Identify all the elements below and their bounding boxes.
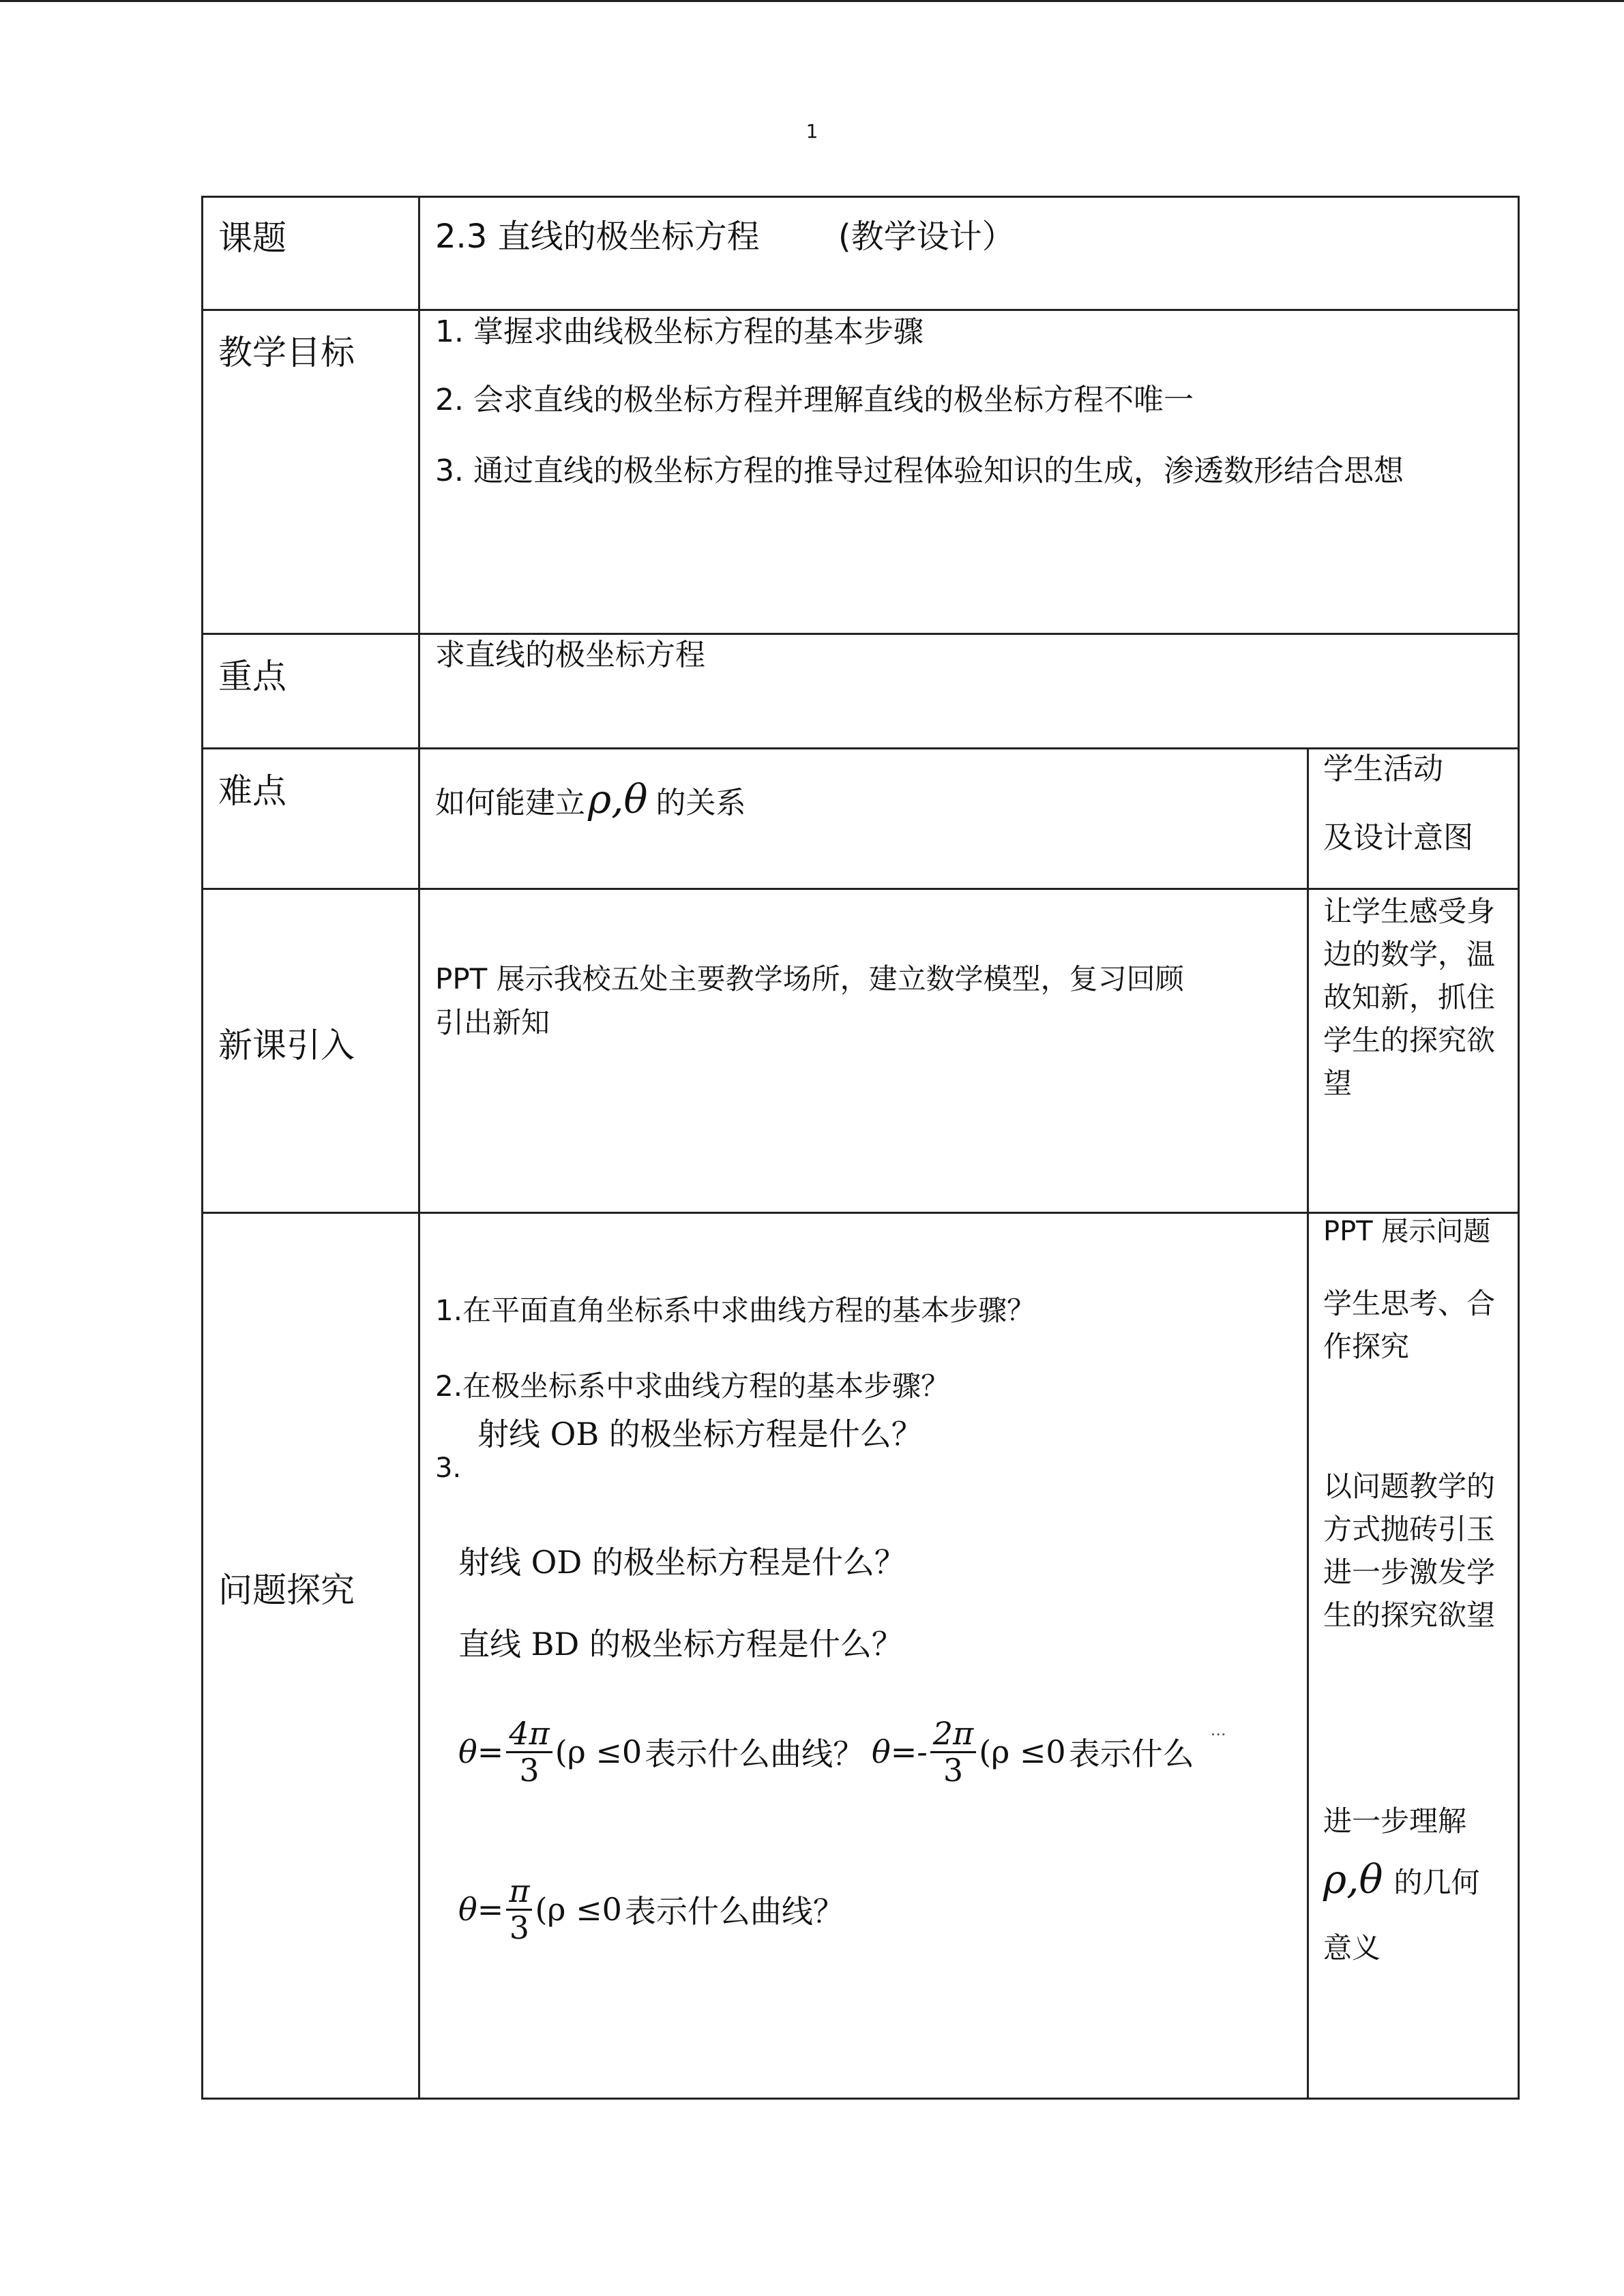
expr2-denominator: 3	[943, 1751, 964, 1789]
inquiry-label: 问题探究	[218, 1570, 355, 1610]
lesson-title	[435, 218, 1015, 257]
question-ray-od: 射线 OD 的极坐标方程是什么？	[458, 1544, 906, 1581]
inquiry-side-4: 进一步理解	[1323, 1804, 1467, 1838]
expr3-tail: 表示什么曲线？	[624, 1893, 844, 1930]
question-2: 2.在极坐标系中求曲线方程的基本步骤？	[435, 1369, 950, 1403]
expression-pi-over-3	[458, 1874, 844, 1945]
expr3-lhs: θ=	[458, 1891, 504, 1928]
difficulty-text-prefix: 如何能建立	[435, 786, 585, 821]
row-divider	[201, 747, 1520, 749]
inquiry-side-3: 以问题教学的方式抛砖引玉进一步激发学生的探究欲望	[1323, 1470, 1496, 1632]
key-point-text: 求直线的极坐标方程	[435, 638, 705, 672]
objective-item-1: 1. 掌握求曲线极坐标方程的基本步骤	[435, 314, 924, 349]
expr1-condition: (ρ ≤0	[555, 1733, 643, 1771]
table-divider-side	[1307, 747, 1309, 2099]
rho-theta-symbols: ρ,θ	[588, 776, 648, 822]
page-top-border	[0, 0, 1624, 2]
table-border-left	[201, 196, 203, 2099]
table-border-bottom	[201, 2098, 1520, 2100]
expression-neg-2pi-over-3	[872, 1716, 1226, 1787]
lesson-title-text: 直线的极坐标方程	[497, 218, 760, 256]
key-point-label: 重点	[218, 657, 286, 696]
inquiry-side-1: PPT 展示问题	[1323, 1216, 1491, 1247]
difficulty-label: 难点	[218, 771, 286, 811]
table-border-top	[201, 196, 1520, 198]
expression-4pi-over-3	[458, 1716, 864, 1787]
expr2-lhs: θ=-	[872, 1733, 928, 1771]
expr2-cut-marks: ···	[1210, 1725, 1226, 1745]
intro-side-note: 让学生感受身边的数学，温故知新，抓住学生的探究欲望	[1323, 895, 1496, 1100]
lesson-title-suffix: (教学设计）	[838, 218, 1015, 256]
question-1: 1.在平面直角坐标系中求曲线方程的基本步骤？	[435, 1294, 1036, 1327]
objective-item-2: 2. 会求直线的极坐标方程并理解直线的极坐标方程不唯一	[435, 383, 1194, 417]
row-divider	[201, 1212, 1520, 1214]
expr2-tail: 表示什么	[1068, 1735, 1194, 1773]
expr3-denominator: 3	[509, 1909, 529, 1946]
expr2-condition: (ρ ≤0	[979, 1733, 1066, 1771]
expr1-denominator: 3	[519, 1751, 540, 1789]
page-number: 1	[806, 120, 818, 143]
intro-text-line1: PPT 展示我校五处主要教学场所，建立数学模型，复习回顾	[435, 962, 1184, 996]
rho-theta-symbols-side: ρ,θ	[1323, 1856, 1383, 1903]
side-header-line1: 学生活动	[1323, 751, 1443, 786]
inquiry-side-4-suffix: 的几何	[1393, 1865, 1480, 1899]
lesson-title-number: 2.3	[435, 218, 488, 256]
objectives-label: 教学目标	[218, 333, 355, 372]
expr3-condition: (ρ ≤0	[535, 1891, 622, 1928]
difficulty-text-suffix: 的关系	[655, 786, 746, 821]
inquiry-side-2: 学生思考、合作探究	[1323, 1287, 1496, 1363]
expr3-numerator: π	[506, 1874, 532, 1911]
question-line-bd: 直线 BD 的极坐标方程是什么？	[458, 1626, 903, 1663]
difficulty-text	[435, 776, 745, 832]
topic-label: 课题	[218, 218, 286, 258]
expr1-tail: 表示什么曲线？	[645, 1735, 865, 1773]
intro-text-line2: 引出新知	[435, 1006, 550, 1039]
expr1-numerator: 4π	[506, 1716, 552, 1753]
table-divider-label	[418, 196, 420, 2099]
inquiry-side-4-symbols-line	[1323, 1856, 1479, 1909]
expr1-fraction	[506, 1716, 552, 1787]
expr2-fraction	[930, 1716, 977, 1787]
inquiry-side-4-last: 意义	[1323, 1931, 1381, 1965]
objective-item-3: 3. 通过直线的极坐标方程的推导过程体验知识的生成，渗透数形结合思想	[435, 453, 1404, 488]
row-divider	[201, 309, 1520, 311]
side-header-line2: 及设计意图	[1323, 820, 1473, 855]
intro-label: 新课引入	[218, 1026, 355, 1065]
expr2-numerator: 2π	[930, 1716, 977, 1753]
row-divider	[201, 888, 1520, 890]
expr1-lhs: θ=	[458, 1733, 504, 1771]
table-border-right	[1518, 196, 1520, 2099]
expr3-fraction	[506, 1874, 532, 1945]
question-ray-ob: 射线 OB 的极坐标方程是什么？	[477, 1416, 923, 1452]
row-divider	[201, 633, 1520, 635]
question-3-number: 3.	[435, 1452, 462, 1484]
